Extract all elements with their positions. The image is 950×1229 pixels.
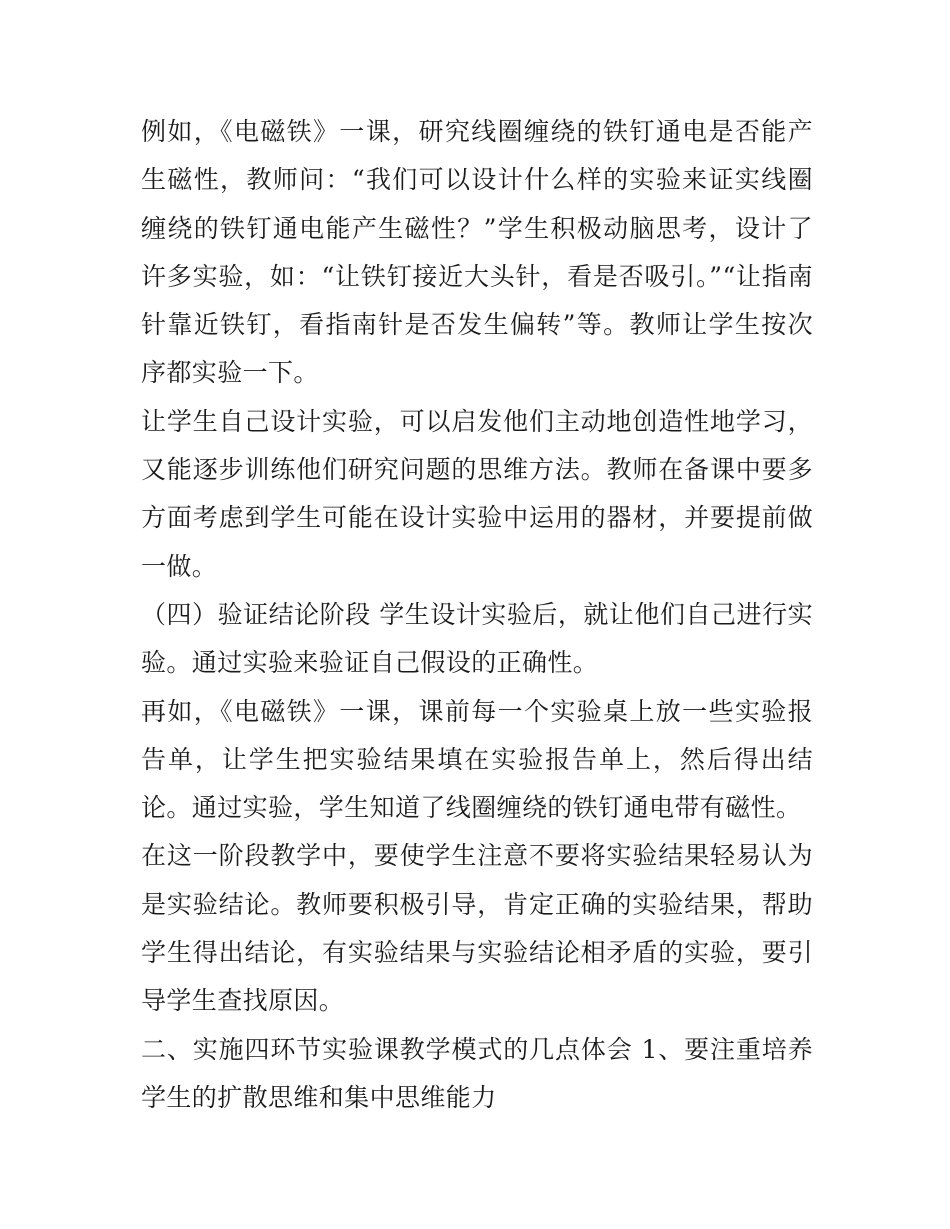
paragraph-5: 在这一阶段教学中，要使学生注意不要将实验结果轻易认为是实验结论。教师要积极引导，肯定正确的实验结果，帮助学生得出结论，有实验结果与实验结论相矛盾的实验，要引导学生查找原因。 <box>141 841 813 1016</box>
paragraph-2: 让学生自己设计实验，可以启发他们主动地创造性地学习，又能逐步训练他们研究问题的思维方法。教师在备课中要多方面考虑到学生可能在设计实验中运用的器材，并要提前做一做。 <box>141 406 813 581</box>
paragraph-6: 二、实施四环节实验课教学模式的几点体会 1、要注重培养学生的扩散思维和集中思维能力 <box>141 1034 813 1112</box>
paragraph-4: 再如，《电磁铁》一课，课前每一个实验桌上放一些实验报告单，让学生把实验结果填在实验报告单上，然后得出结论。通过实验，学生知道了线圈缠绕的铁钉通电带有磁性。 <box>141 696 813 823</box>
paragraph-1: 例如，《电磁铁》一课，研究线圈缠绕的铁钉通电是否能产生磁性，教师问：“我们可以设计什么样的实验来证实线圈缠绕的铁钉通电能产生磁性？”学生积极动脑思考，设计了许多实验，如：“让铁钉接近大头针，看是否吸引。”“让指南针靠近铁钉，看指南针是否发生偏转”等。教师让学生按次序都实验一下。 <box>141 117 813 388</box>
paragraph-3: （四）验证结论阶段 学生设计实验后，就让他们自己进行实验。通过实验来验证自己假设的正确性。 <box>141 599 813 678</box>
document-body <box>141 108 813 1122</box>
